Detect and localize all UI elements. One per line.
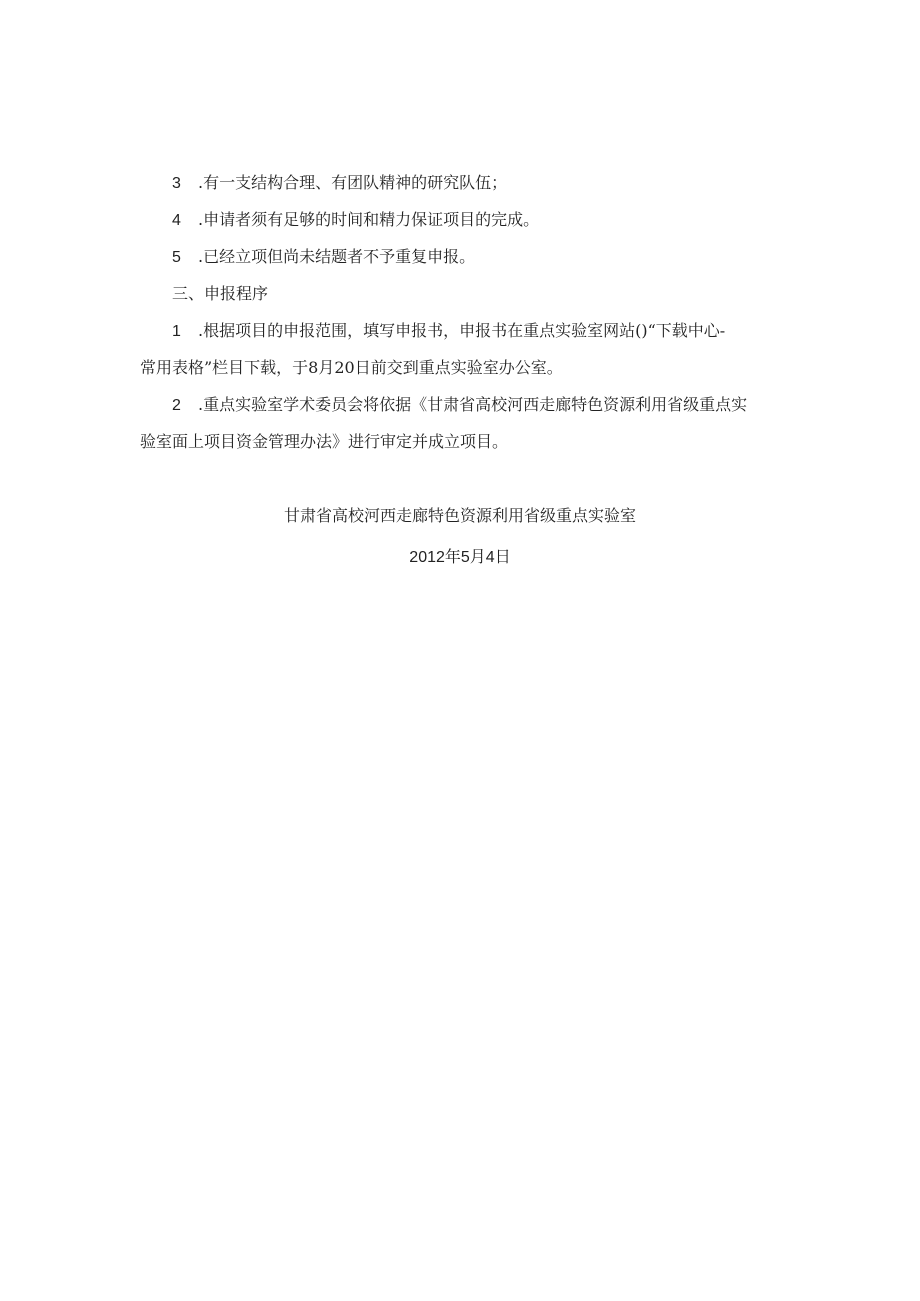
requirement-item-3 (172, 164, 832, 202)
requirement-item-5 (172, 238, 832, 276)
item-text: .有一支结构合理、有团队精神的研究队伍； (198, 173, 508, 192)
section-heading-procedure: 三、申报程序 (172, 284, 269, 303)
signature-organization: 甘肃省高校河西走廊特色资源利用省级重点实验室 (283, 506, 636, 525)
item-text: .申请者须有足够的时间和精力保证项目的完成。 (198, 210, 540, 229)
item-text: .重点实验室学术委员会将依据《甘肃省高校河西走廊特色资源利用省级重点实 (198, 395, 748, 414)
item-number: 5 (172, 249, 181, 266)
item-text: .已经立项但尚未结题者不予重复申报。 (198, 247, 476, 266)
signature-date: 2012年5月4日 (409, 549, 511, 566)
procedure-item-2-line-1 (172, 386, 832, 424)
procedure-item-1-line-2: 常用表格”栏目下载，于8月20日前交到重点实验室办公室。 (140, 358, 563, 377)
requirement-item-4 (172, 201, 832, 239)
item-number: 3 (172, 175, 181, 192)
item-number: 1 (172, 323, 181, 340)
procedure-item-2-line-2: 验室面上项目资金管理办法》进行审定并成立项目。 (140, 432, 509, 451)
item-number: 2 (172, 397, 181, 414)
item-text: .根据项目的申报范围，填写申报书，申报书在重点实验室网站()“下载中心- (198, 321, 726, 340)
procedure-item-1-line-1 (172, 312, 832, 350)
item-number: 4 (172, 212, 181, 229)
